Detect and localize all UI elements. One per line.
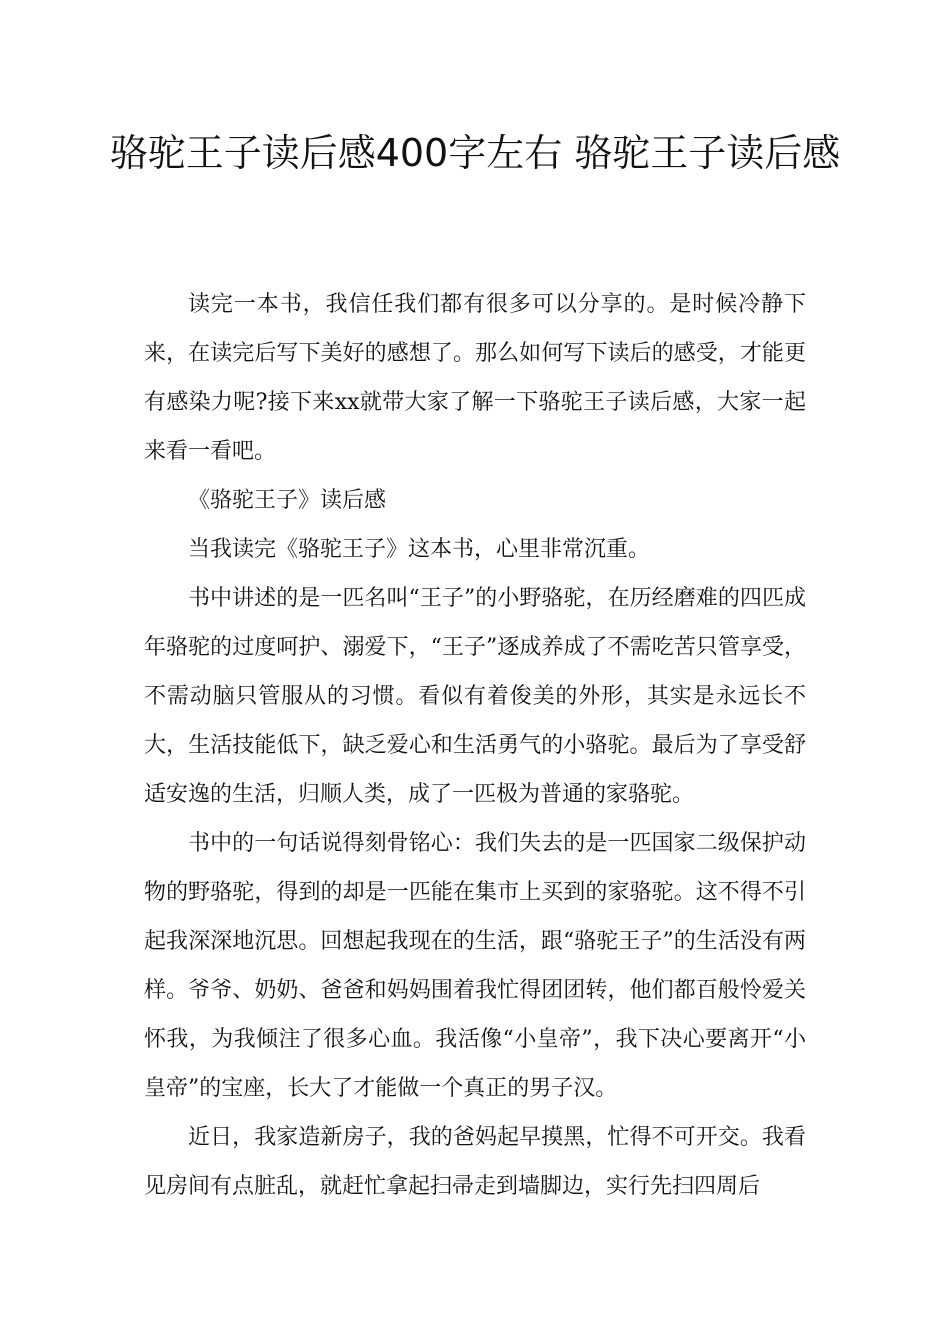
- paragraph: 近日，我家造新房子，我的爸妈起早摸黑，忙得不可开交。我看见房间有点脏乱，就赶忙拿起扫帚走到墙脚边，实行先扫四周后: [144, 1125, 806, 1199]
- document-title: 骆驼王子读后感400字左右 骆驼王子读后感: [109, 131, 841, 175]
- document-body: [144, 280, 806, 1211]
- paragraph: 当我读完《骆驼王子》这本书，心里非常沉重。: [188, 537, 651, 562]
- paragraph-subtitle: 《骆驼王子》读后感: [188, 488, 387, 513]
- paragraph: 书中的一句话说得刻骨铭心：我们失去的是一匹国家二级保护动物的野骆驼，得到的却是一匹能在集市上买到的家骆驼。这不得不引起我深深地沉思。回想起我现在的生活，跟“骆驼王子”的生活没有两样。爷爷、奶奶、爸爸和妈妈围着我忙得团团转，他们都百般怜爱关怀我，为我倾注了很多心血。我活像“小皇帝”，我下决心要离开“小皇帝”的宝座，长大了才能做一个真正的男子汉。: [144, 831, 806, 1101]
- paragraph-intro: 读完一本书，我信任我们都有很多可以分享的。是时候冷静下来，在读完后写下美好的感想了。那么如何写下读后的感受，才能更有感染力呢?接下来xx就带大家了解一下骆驼王子读后感，大家一起来看一看吧。: [144, 292, 806, 464]
- paragraph: 书中讲述的是一匹名叫“王子”的小野骆驼，在历经磨难的四匹成年骆驼的过度呵护、溺爱下，“王子”逐成养成了不需吃苦只管享受，不需动脑只管服从的习惯。看似有着俊美的外形，其实是永远长不大，生活技能低下，缺乏爱心和生活勇气的小骆驼。最后为了享受舒适安逸的生活，归顺人类，成了一匹极为普通的家骆驼。: [144, 586, 806, 807]
